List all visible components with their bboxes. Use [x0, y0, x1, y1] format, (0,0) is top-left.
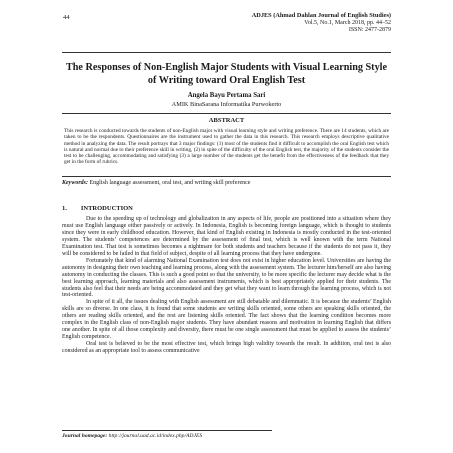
abstract-text: This research is conducted towards the students of non-English major with visual learning style and writing preference. There are 14 students, which are taken to be the respondents. Questionnaires are the instrument used to gather the data in this research. This research employs descriptive qualitative method in analyzing the data. The result portrays that 3 major findings: (1) most of the students find it difficult to accomplish the oral English test which is natural and normal due to their preference skill in writing, (2) in spite of the difficulty of the oral English test, the majority of the students consider the test to be challenging, accommodating and satisfying (3) a large number of the students get the benefit from the effectiveness of the feedback that they get in the form of rubrics.: [64, 128, 389, 166]
keywords: [62, 180, 391, 186]
journal-homepage: [62, 433, 202, 439]
abstract-bottom-divider: [62, 176, 391, 177]
section-title: INTRODUCTION: [80, 205, 133, 212]
paragraph: Oral test is believed to be the most effective test, which brings high validity towards the result. In addition, oral test is also considered as an appropriate tool to assess communicative: [62, 341, 391, 355]
author-affiliation: AMIK BinaSarana Informatika Purwokerto: [171, 101, 282, 108]
journal-title: ADJES (Ahmad Dahlan Journal of English Studies): [251, 12, 391, 19]
keywords-label: Keywords:: [62, 180, 88, 186]
introduction-body: [62, 216, 391, 355]
abstract-heading: ABSTRACT: [208, 117, 245, 124]
section-heading: [62, 205, 133, 212]
section-number: 1.: [62, 205, 67, 212]
homepage-label: Journal homepage:: [62, 433, 108, 439]
footer-divider: [62, 430, 272, 431]
issn: ISSN: 2477-2879: [348, 27, 391, 34]
paragraph: In spite of it all, the issues dealing with English assessment are still debatable and dilemmatic. It is because the students’ English skills are so diverse. In one class, it is found that some students are writing skills oriented, some others are speaking skills oriented, the others are reading skills oriented, and the rest are listening skills oriented. The fact shows that the learning condition becomes more complex in the English class of non-English major students. They have abundant reasons and motivation in learning English that differs one another. In spite of all those complexity and diversity, there must be one single assessment that must be applied to assess the students’ English competence.: [62, 299, 391, 341]
homepage-link[interactable]: http://journal.uad.ac.id/index.php/ADJES: [108, 433, 203, 439]
page-number: 44: [63, 14, 70, 21]
keywords-text: English language assessment, oral test, and writing skill preference: [89, 180, 251, 186]
abstract-top-divider: [62, 113, 391, 114]
paragraph: Fortunately that kind of alarming National Examination test does not exist in higher education level. Universities are having the autonomy in designing their own teaching and learning process, along with the assessment system. The lecturer him/herself are also having autonomy in conducting the classes. This is such a good point so that the university, to be more specific the lecturer may decide what is the best learning approach, learning materials and also assessment instruments, which is best appropriately applied for their students. The students also feel that their needs are being accommodated and they get what they want to learn through the learning process, which is not test-oriented.: [62, 257, 391, 299]
journal-header: [191, 12, 391, 35]
header-divider: [62, 52, 391, 53]
paragraph: Due to the speeding up of technology and globalization in any aspects of life, people are positioned into a situation where they must use English language either passively or actively. In Indonesia, English is becoming foreign language, which is thought to students since they were in early childhood education. However, that kind of English existing in Indonesia is mostly conducted in the test-oriented system. The students’ competences are determined by the assessment of final test, which is well known with the term National Examination test. That test is sometimes becomes a nightmare for both students and teachers because if the students do not pass it, they will be considered to be failed in that field of subject, despite of all learning process that they have undergone.: [62, 216, 391, 257]
author-name: Angela Bayu Pertama Sari: [187, 92, 266, 99]
volume-info: Vol.5, No.1, March 2018, pp. 44–52: [304, 19, 391, 26]
paper-title: The Responses of Non-English Major Students with Visual Learning Style of Writing toward Oral English Test: [65, 62, 388, 86]
